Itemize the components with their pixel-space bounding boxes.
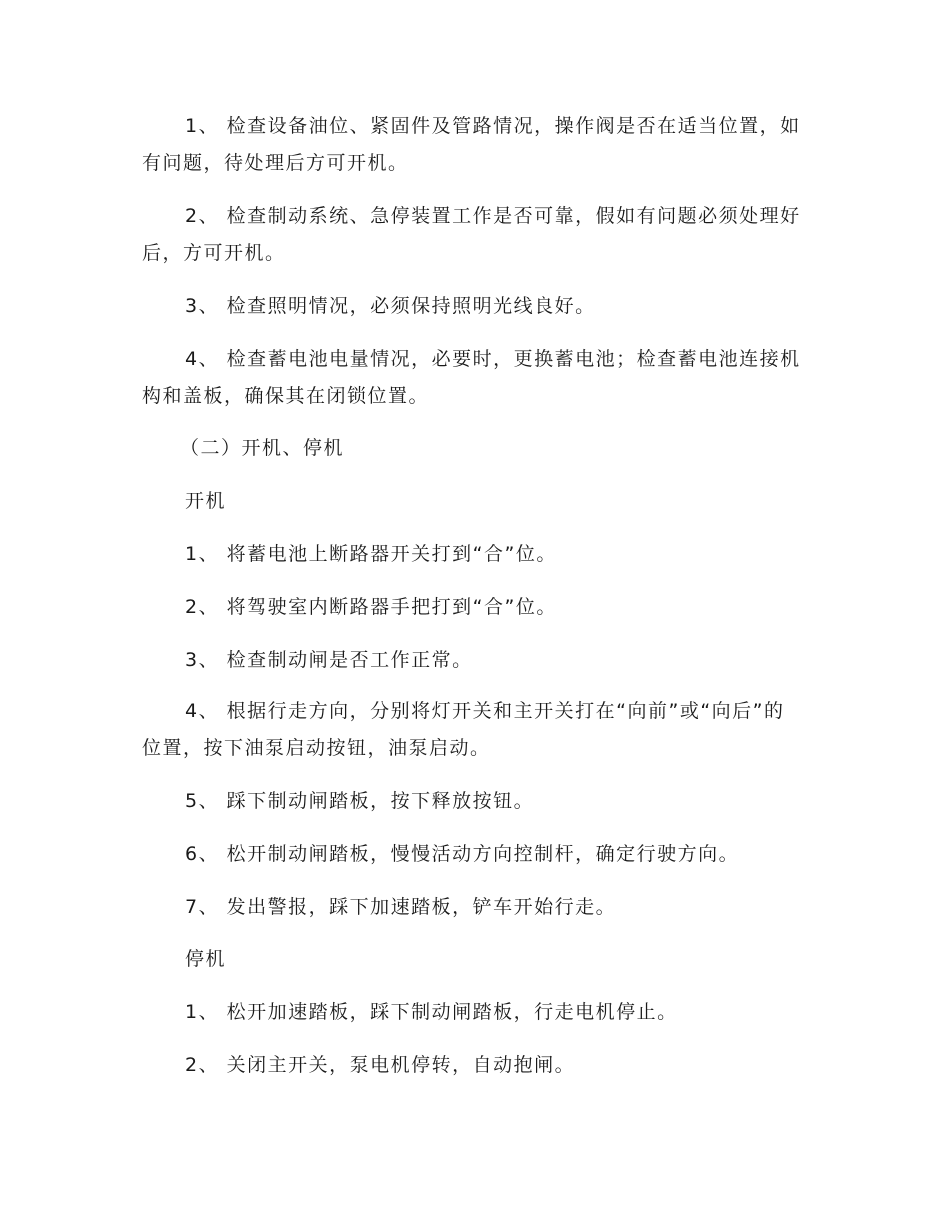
subheading-start: 开机 — [185, 490, 227, 512]
start-step-5: 5、 踩下制动闸踏板，按下释放按钮。 — [185, 790, 535, 812]
stop-step-1: 1、 松开加速踏板，踩下制动闸踏板，行走电机停止。 — [185, 1001, 678, 1023]
subheading-stop: 停机 — [185, 948, 227, 970]
start-step-3: 3、 检查制动闸是否工作正常。 — [185, 649, 473, 671]
start-step-4: 4、 根据行走方向，分别将灯开关和主开关打在“向前”或“向后”的位置，按下油泵启动按钮，油泵启动。 — [142, 700, 785, 759]
start-step-6: 6、 松开制动闸踏板，慢慢活动方向控制杆，确定行驶方向。 — [185, 843, 740, 865]
stop-step-2: 2、 关闭主开关，泵电机停转，自动抱闸。 — [185, 1054, 576, 1076]
check-item-4: 4、 检查蓄电池电量情况，必要时，更换蓄电池；检查蓄电池连接机构和盖板，确保其在闭锁位置。 — [142, 348, 801, 407]
start-step-1: 1、 将蓄电池上断路器开关打到“合”位。 — [185, 543, 557, 565]
section-heading: （二）开机、停机 — [180, 437, 345, 459]
check-item-3: 3、 检查照明情况，必须保持照明光线良好。 — [185, 295, 596, 317]
check-item-1: 1、 检查设备油位、紧固件及管路情况，操作阀是否在适当位置，如有问题，待处理后方可开机。 — [142, 115, 801, 174]
start-step-7: 7、 发出警报，踩下加速踏板，铲车开始行走。 — [185, 896, 617, 918]
check-item-2: 2、 检查制动系统、急停装置工作是否可靠，假如有问题必须处理好后，方可开机。 — [142, 205, 801, 264]
start-step-2: 2、 将驾驶室内断路器手把打到“合”位。 — [185, 596, 557, 618]
